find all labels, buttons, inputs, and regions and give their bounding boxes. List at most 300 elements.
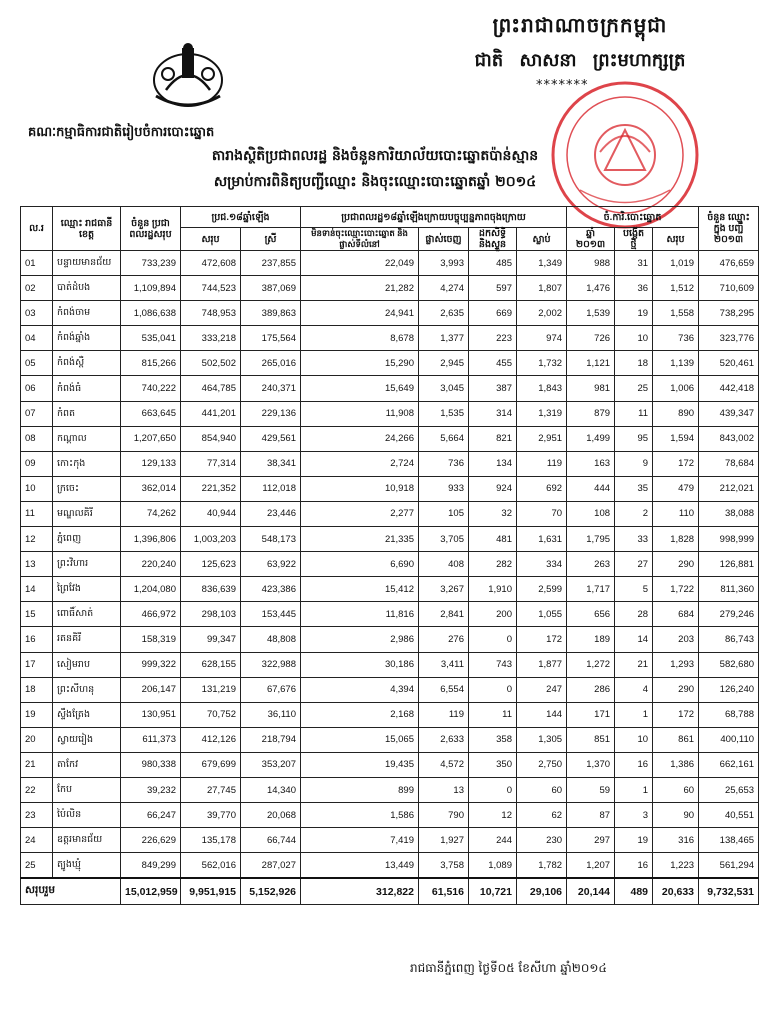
table-cell-fem: 265,016	[241, 351, 301, 376]
header-province: ឈ្មោះ រាជធានី ខេត្ត	[53, 207, 121, 251]
table-cell-dr: 485	[469, 251, 517, 276]
table-cell-a18: 125,623	[181, 552, 241, 577]
table-cell-mo: 2,841	[419, 602, 469, 627]
table-cell-dr: 223	[469, 326, 517, 351]
table-cell-nr: 15,290	[301, 351, 419, 376]
table-cell-province: ឧត្ដរមានជ័យ	[53, 828, 121, 853]
header-age18-group: ប្រជ.១៨ឆ្នាំឡើង	[181, 207, 301, 228]
total-cell-pop: 15,012,959	[121, 878, 181, 905]
table-cell-dr: 669	[469, 301, 517, 326]
table-cell-dr: 244	[469, 828, 517, 853]
table-cell-mo: 1,377	[419, 326, 469, 351]
table-cell-v13: 582,680	[699, 652, 759, 677]
table-cell-no: 02	[21, 276, 53, 301]
table-cell-otot: 1,828	[653, 527, 699, 552]
table-cell-otot: 90	[653, 803, 699, 828]
table-cell-mo: 1,535	[419, 401, 469, 426]
table-cell-onew: 33	[615, 527, 653, 552]
table-cell-fem: 240,371	[241, 376, 301, 401]
table-cell-dr: 1,910	[469, 577, 517, 602]
table-cell-dead: 247	[517, 677, 567, 702]
table-cell-otot: 1,512	[653, 276, 699, 301]
table-cell-fem: 229,136	[241, 401, 301, 426]
table-cell-province: ព្រះវិហារ	[53, 552, 121, 577]
table-cell-v13: 561,294	[699, 853, 759, 879]
table-cell-fem: 548,173	[241, 527, 301, 552]
table-cell-province: រតនគិរី	[53, 627, 121, 652]
table-cell-o13: 1,717	[567, 577, 615, 602]
table-cell-otot: 203	[653, 627, 699, 652]
national-emblem-logo	[146, 40, 230, 114]
table-cell-o13: 163	[567, 451, 615, 476]
table-cell-a18: 27,745	[181, 777, 241, 802]
table-cell-nr: 15,649	[301, 376, 419, 401]
header-dead: ស្លាប់	[517, 228, 567, 251]
table-cell-mo: 5,664	[419, 426, 469, 451]
header-moved-out: ផ្លាស់ចេញ	[419, 228, 469, 251]
table-cell-fem: 112,018	[241, 476, 301, 501]
table-cell-fem: 66,744	[241, 828, 301, 853]
table-row	[21, 677, 759, 702]
table-cell-o13: 851	[567, 727, 615, 752]
table-cell-a18: 744,523	[181, 276, 241, 301]
header-age18-female: ស្រី	[241, 228, 301, 251]
header-office-total: សរុប	[653, 228, 699, 251]
table-cell-dead: 144	[517, 702, 567, 727]
table-cell-onew: 21	[615, 652, 653, 677]
table-cell-no: 25	[21, 853, 53, 879]
table-cell-mo: 2,635	[419, 301, 469, 326]
table-row	[21, 552, 759, 577]
table-cell-dr: 0	[469, 677, 517, 702]
table-cell-otot: 1,722	[653, 577, 699, 602]
table-cell-a18: 221,352	[181, 476, 241, 501]
table-cell-province: កណ្ដាល	[53, 426, 121, 451]
table-cell-nr: 24,941	[301, 301, 419, 326]
table-cell-nr: 11,816	[301, 602, 419, 627]
table-cell-onew: 28	[615, 602, 653, 627]
total-row	[21, 878, 759, 905]
table-cell-fem: 175,564	[241, 326, 301, 351]
table-cell-mo: 933	[419, 476, 469, 501]
table-cell-pop: 535,041	[121, 326, 181, 351]
table-row	[21, 652, 759, 677]
table-cell-onew: 36	[615, 276, 653, 301]
table-cell-mo: 3,993	[419, 251, 469, 276]
table-cell-v13: 323,776	[699, 326, 759, 351]
table-cell-a18: 412,126	[181, 727, 241, 752]
table-cell-otot: 290	[653, 677, 699, 702]
table-cell-o13: 444	[567, 476, 615, 501]
table-cell-nr: 15,412	[301, 577, 419, 602]
table-cell-dead: 1,055	[517, 602, 567, 627]
table-cell-v13: 126,881	[699, 552, 759, 577]
table-cell-otot: 316	[653, 828, 699, 853]
table-cell-dead: 2,951	[517, 426, 567, 451]
table-cell-pop: 220,240	[121, 552, 181, 577]
table-cell-otot: 1,006	[653, 376, 699, 401]
table-cell-dr: 11	[469, 702, 517, 727]
table-cell-v13: 662,161	[699, 752, 759, 777]
table-cell-dr: 387	[469, 376, 517, 401]
table-cell-province: ពោធិ៍សាត់	[53, 602, 121, 627]
table-cell-no: 23	[21, 803, 53, 828]
table-cell-province: ព្រៃវែង	[53, 577, 121, 602]
table-cell-v13: 279,246	[699, 602, 759, 627]
total-cell-o13: 20,144	[567, 878, 615, 905]
table-cell-no: 01	[21, 251, 53, 276]
table-cell-pop: 1,109,894	[121, 276, 181, 301]
table-row	[21, 376, 759, 401]
table-cell-o13: 1,539	[567, 301, 615, 326]
total-cell-onew: 489	[615, 878, 653, 905]
table-cell-pop: 39,232	[121, 777, 181, 802]
table-cell-o13: 879	[567, 401, 615, 426]
table-cell-otot: 479	[653, 476, 699, 501]
table-cell-dead: 2,002	[517, 301, 567, 326]
table-cell-onew: 19	[615, 301, 653, 326]
table-cell-fem: 20,068	[241, 803, 301, 828]
table-cell-dead: 1,782	[517, 853, 567, 879]
table-cell-nr: 10,918	[301, 476, 419, 501]
table-cell-a18: 99,347	[181, 627, 241, 652]
table-cell-v13: 442,418	[699, 376, 759, 401]
table-cell-onew: 31	[615, 251, 653, 276]
table-cell-dead: 2,599	[517, 577, 567, 602]
table-cell-no: 13	[21, 552, 53, 577]
table-cell-o13: 286	[567, 677, 615, 702]
total-cell-dead: 29,106	[517, 878, 567, 905]
table-cell-mo: 6,554	[419, 677, 469, 702]
table-cell-a18: 854,940	[181, 426, 241, 451]
table-cell-o13: 1,476	[567, 276, 615, 301]
table-cell-otot: 1,019	[653, 251, 699, 276]
header-voters-2013: ចំនួន ឈ្មោះក្នុង បញ្ជី ២០១៣	[699, 207, 759, 251]
table-cell-nr: 21,282	[301, 276, 419, 301]
table-cell-dr: 12	[469, 803, 517, 828]
table-row	[21, 401, 759, 426]
table-cell-province: មណ្ឌលគិរី	[53, 501, 121, 526]
table-cell-nr: 2,168	[301, 702, 419, 727]
table-row	[21, 752, 759, 777]
table-cell-no: 05	[21, 351, 53, 376]
table-cell-a18: 39,770	[181, 803, 241, 828]
table-cell-a18: 472,608	[181, 251, 241, 276]
table-cell-nr: 11,908	[301, 401, 419, 426]
table-cell-dr: 924	[469, 476, 517, 501]
table-row	[21, 426, 759, 451]
table-cell-fem: 63,922	[241, 552, 301, 577]
table-cell-pop: 158,319	[121, 627, 181, 652]
table-cell-no: 14	[21, 577, 53, 602]
table-cell-no: 22	[21, 777, 53, 802]
signature-date-line: រាជធានីភ្នំពេញ ថ្ងៃទី០៥ ខែសីហា ឆ្នាំ២០១៤	[410, 961, 607, 975]
table-cell-mo: 3,758	[419, 853, 469, 879]
table-cell-dead: 1,305	[517, 727, 567, 752]
header-office-group: ចំ.ការិ.បោះឆ្នោត	[567, 207, 699, 228]
table-cell-province: ស្ទឹងត្រែង	[53, 702, 121, 727]
table-cell-mo: 3,705	[419, 527, 469, 552]
table-cell-otot: 890	[653, 401, 699, 426]
table-cell-mo: 2,633	[419, 727, 469, 752]
total-label: សរុបរួម	[21, 878, 121, 905]
table-cell-province: ត្បូងឃ្មុំ	[53, 853, 121, 879]
table-cell-dead: 1,807	[517, 276, 567, 301]
table-cell-province: កំពង់ស្ពឺ	[53, 351, 121, 376]
table-cell-dead: 1,319	[517, 401, 567, 426]
table-cell-mo: 3,045	[419, 376, 469, 401]
table-cell-mo: 119	[419, 702, 469, 727]
table-cell-a18: 333,218	[181, 326, 241, 351]
table-cell-otot: 110	[653, 501, 699, 526]
table-cell-o13: 1,795	[567, 527, 615, 552]
table-cell-o13: 1,272	[567, 652, 615, 677]
table-cell-a18: 562,016	[181, 853, 241, 879]
table-cell-fem: 48,808	[241, 627, 301, 652]
table-cell-onew: 1	[615, 702, 653, 727]
table-cell-otot: 172	[653, 702, 699, 727]
table-cell-no: 07	[21, 401, 53, 426]
table-cell-mo: 276	[419, 627, 469, 652]
table-cell-otot: 736	[653, 326, 699, 351]
table-cell-nr: 13,449	[301, 853, 419, 879]
table-cell-fem: 218,794	[241, 727, 301, 752]
table-body	[21, 251, 759, 905]
table-cell-v13: 400,110	[699, 727, 759, 752]
table-cell-dr: 743	[469, 652, 517, 677]
table-cell-dead: 119	[517, 451, 567, 476]
table-row	[21, 351, 759, 376]
table-cell-dr: 0	[469, 627, 517, 652]
document-title-line-2: សម្រាប់ការពិនិត្យបញ្ជីឈ្មោះ និងចុះឈ្មោះបោះឆ្នោតឆ្នាំ ២០១៤	[213, 174, 537, 190]
table-cell-otot: 1,594	[653, 426, 699, 451]
table-cell-dead: 70	[517, 501, 567, 526]
table-cell-nr: 899	[301, 777, 419, 802]
table-cell-a18: 679,699	[181, 752, 241, 777]
header-not-registered: មិនទាន់ចុះឈ្មោះបោះឆ្នោត និងផ្លាស់ទីលំនៅ	[301, 228, 419, 251]
table-cell-a18: 131,219	[181, 677, 241, 702]
table-cell-no: 09	[21, 451, 53, 476]
table-cell-no: 17	[21, 652, 53, 677]
table-cell-o13: 87	[567, 803, 615, 828]
table-cell-onew: 4	[615, 677, 653, 702]
table-cell-dead: 1,877	[517, 652, 567, 677]
table-cell-no: 03	[21, 301, 53, 326]
table-row	[21, 627, 759, 652]
table-cell-otot: 60	[653, 777, 699, 802]
table-cell-v13: 710,609	[699, 276, 759, 301]
total-cell-nr: 312,822	[301, 878, 419, 905]
table-cell-province: ស្វាយរៀង	[53, 727, 121, 752]
table-cell-dr: 350	[469, 752, 517, 777]
table-cell-a18: 464,785	[181, 376, 241, 401]
table-cell-otot: 1,558	[653, 301, 699, 326]
table-cell-fem: 389,863	[241, 301, 301, 326]
table-cell-province: បាត់ដំបង	[53, 276, 121, 301]
table-cell-pop: 130,951	[121, 702, 181, 727]
table-cell-pop: 129,133	[121, 451, 181, 476]
table-cell-a18: 748,953	[181, 301, 241, 326]
table-cell-dr: 134	[469, 451, 517, 476]
table-cell-province: កំពត	[53, 401, 121, 426]
table-cell-pop: 849,299	[121, 853, 181, 879]
table-cell-dr: 282	[469, 552, 517, 577]
table-cell-onew: 2	[615, 501, 653, 526]
table-cell-dead: 2,750	[517, 752, 567, 777]
table-cell-a18: 77,314	[181, 451, 241, 476]
table-cell-dead: 974	[517, 326, 567, 351]
table-cell-nr: 1,586	[301, 803, 419, 828]
table-cell-dr: 200	[469, 602, 517, 627]
total-cell-a18: 9,951,915	[181, 878, 241, 905]
table-cell-dead: 230	[517, 828, 567, 853]
table-cell-a18: 836,639	[181, 577, 241, 602]
table-cell-no: 06	[21, 376, 53, 401]
table-cell-onew: 18	[615, 351, 653, 376]
table-cell-v13: 86,743	[699, 627, 759, 652]
table-cell-o13: 297	[567, 828, 615, 853]
table-cell-v13: 40,551	[699, 803, 759, 828]
table-cell-dead: 692	[517, 476, 567, 501]
table-cell-no: 10	[21, 476, 53, 501]
table-cell-a18: 40,944	[181, 501, 241, 526]
table-cell-dr: 821	[469, 426, 517, 451]
table-cell-fem: 429,561	[241, 426, 301, 451]
table-cell-pop: 663,645	[121, 401, 181, 426]
table-cell-nr: 19,435	[301, 752, 419, 777]
motto-stars-divider: *******	[536, 78, 589, 93]
table-cell-v13: 476,659	[699, 251, 759, 276]
table-cell-fem: 36,110	[241, 702, 301, 727]
total-cell-v13: 9,732,531	[699, 878, 759, 905]
table-cell-fem: 423,386	[241, 577, 301, 602]
table-cell-dr: 0	[469, 777, 517, 802]
table-cell-v13: 38,088	[699, 501, 759, 526]
table-row	[21, 251, 759, 276]
table-cell-no: 15	[21, 602, 53, 627]
table-cell-nr: 2,724	[301, 451, 419, 476]
table-row	[21, 476, 759, 501]
table-cell-nr: 8,678	[301, 326, 419, 351]
table-cell-a18: 298,103	[181, 602, 241, 627]
table-cell-mo: 790	[419, 803, 469, 828]
table-cell-pop: 740,222	[121, 376, 181, 401]
table-cell-no: 12	[21, 527, 53, 552]
table-cell-onew: 35	[615, 476, 653, 501]
table-cell-v13: 126,240	[699, 677, 759, 702]
table-cell-mo: 1,927	[419, 828, 469, 853]
table-cell-v13: 138,465	[699, 828, 759, 853]
table-row	[21, 451, 759, 476]
header-no-right: ដកសិទ្ធិ និងស្ទួន	[469, 228, 517, 251]
table-cell-a18: 70,752	[181, 702, 241, 727]
table-cell-a18: 628,155	[181, 652, 241, 677]
table-cell-dead: 60	[517, 777, 567, 802]
table-cell-nr: 6,690	[301, 552, 419, 577]
table-cell-nr: 30,186	[301, 652, 419, 677]
table-cell-o13: 189	[567, 627, 615, 652]
table-cell-onew: 16	[615, 853, 653, 879]
table-cell-o13: 1,499	[567, 426, 615, 451]
table-cell-province: កែប	[53, 777, 121, 802]
header-office-new: បង្កើត ថ្មី	[615, 228, 653, 251]
table-cell-dead: 334	[517, 552, 567, 577]
table-cell-o13: 108	[567, 501, 615, 526]
table-cell-o13: 59	[567, 777, 615, 802]
table-cell-a18: 135,178	[181, 828, 241, 853]
total-cell-dr: 10,721	[469, 878, 517, 905]
table-cell-no: 08	[21, 426, 53, 451]
table-cell-otot: 1,386	[653, 752, 699, 777]
table-cell-pop: 1,396,806	[121, 527, 181, 552]
table-row	[21, 702, 759, 727]
table-cell-pop: 466,972	[121, 602, 181, 627]
table-cell-onew: 95	[615, 426, 653, 451]
table-cell-pop: 1,207,650	[121, 426, 181, 451]
committee-name: គណៈកម្មាធិការជាតិរៀបចំការបោះឆ្នោត	[28, 125, 215, 140]
table-cell-no: 16	[21, 627, 53, 652]
table-cell-province: កំពង់ចាម	[53, 301, 121, 326]
table-cell-pop: 362,014	[121, 476, 181, 501]
table-cell-fem: 387,069	[241, 276, 301, 301]
table-cell-no: 19	[21, 702, 53, 727]
table-cell-dr: 358	[469, 727, 517, 752]
table-cell-fem: 287,027	[241, 853, 301, 879]
table-cell-fem: 353,207	[241, 752, 301, 777]
table-cell-v13: 811,360	[699, 577, 759, 602]
table-cell-province: បន្ទាយមានជ័យ	[53, 251, 121, 276]
table-cell-onew: 27	[615, 552, 653, 577]
table-cell-otot: 290	[653, 552, 699, 577]
table-cell-mo: 736	[419, 451, 469, 476]
table-cell-mo: 13	[419, 777, 469, 802]
table-cell-o13: 981	[567, 376, 615, 401]
table-cell-mo: 3,267	[419, 577, 469, 602]
table-cell-province: កំពង់ធំ	[53, 376, 121, 401]
table-cell-onew: 10	[615, 727, 653, 752]
table-cell-o13: 1,370	[567, 752, 615, 777]
table-cell-dead: 1,631	[517, 527, 567, 552]
table-cell-fem: 38,341	[241, 451, 301, 476]
table-cell-mo: 4,274	[419, 276, 469, 301]
table-cell-pop: 611,373	[121, 727, 181, 752]
table-cell-pop: 999,322	[121, 652, 181, 677]
table-cell-nr: 4,394	[301, 677, 419, 702]
table-cell-dr: 455	[469, 351, 517, 376]
table-cell-onew: 1	[615, 777, 653, 802]
table-cell-dead: 1,732	[517, 351, 567, 376]
table-cell-nr: 24,266	[301, 426, 419, 451]
total-cell-mo: 61,516	[419, 878, 469, 905]
table-cell-fem: 322,988	[241, 652, 301, 677]
table-cell-o13: 726	[567, 326, 615, 351]
table-cell-pop: 1,086,638	[121, 301, 181, 326]
table-cell-v13: 439,347	[699, 401, 759, 426]
table-row	[21, 828, 759, 853]
table-row	[21, 602, 759, 627]
table-cell-province: ក្រចេះ	[53, 476, 121, 501]
table-row	[21, 577, 759, 602]
table-cell-onew: 16	[615, 752, 653, 777]
national-motto: ជាតិ សាសនា ព្រះមហាក្សត្រ	[474, 50, 686, 71]
table-cell-fem: 153,445	[241, 602, 301, 627]
table-cell-dead: 1,843	[517, 376, 567, 401]
table-cell-otot: 1,293	[653, 652, 699, 677]
table-cell-no: 20	[21, 727, 53, 752]
table-cell-onew: 9	[615, 451, 653, 476]
total-cell-otot: 20,633	[653, 878, 699, 905]
table-row	[21, 276, 759, 301]
